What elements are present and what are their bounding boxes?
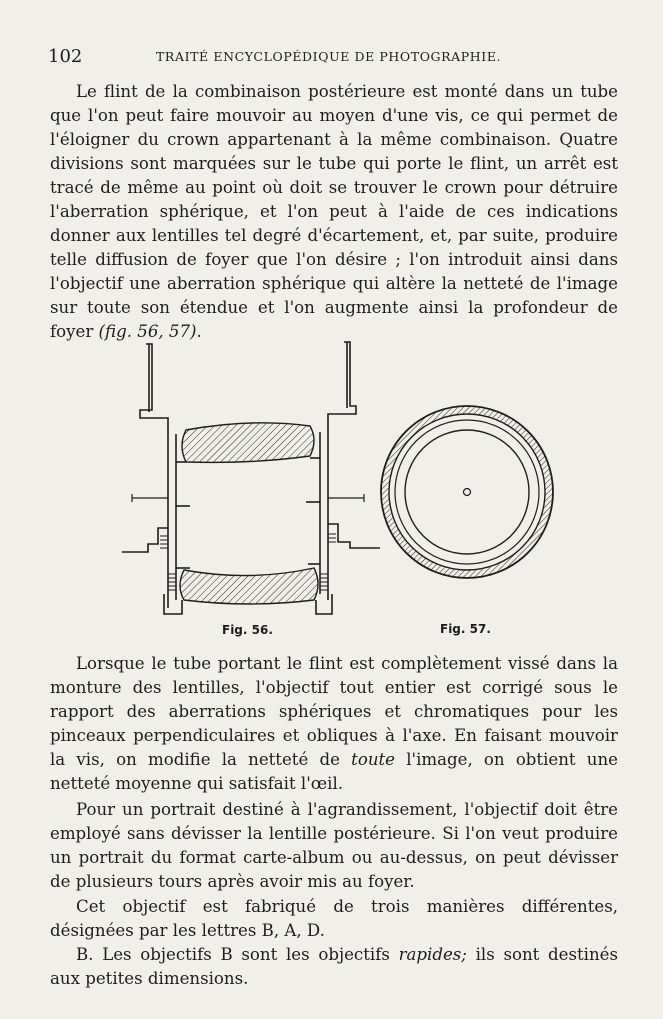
figure-56-caption: Fig. 56. (222, 623, 273, 637)
paragraph-manufacture: Cet objectif est fabriqué de trois manières différentes, désignées par les lettres B, A, D. (50, 897, 618, 940)
emphasis-rapides: rapides; (398, 945, 467, 964)
paragraph-flint-tube: Le flint de la combinaison postérieure est monté dans un tube que l'on peut faire mouvoir au moyen d'une vis, ce qui permet de l'éloigner du crown appartenant à la même combinaison. Quatre divisions sont marquées sur le tube qui porte le flint, un arrêt est tracé de même au point où doit se trouver le crown pour détruire l'aberration sphérique, et l'on peut à l'aide de ces indications donner aux lentilles tel degré d'écartement, et, par suite, produire telle diffusion de foyer que l'on désire ; l'on introduit ainsi dans l'objectif une aberration sphérique qui altère la netteté de l'image sur toute son étendue et l'on augmente ainsi la profondeur de foyer (fig. 56, 57). (50, 82, 618, 341)
paragraph-text: Le flint de la combinaison postérieure est monté dans un tube que l'on peut faire mouvoir au moyen d'une vis, ce qui permet de l'éloigner du crown appartenant à la même combinaison. Quatre divisions sont marquées sur le tube qui porte le flint, un arrêt est tracé de même au point où doit se trouver le crown pour détruire l'aberration sphérique, et l'on peut à l'aide de ces indications donner aux lentilles tel degré d'écartement, et, par suite, produire telle diffusion de foyer que l'on désire ; l'on introduit ainsi dans l'objectif une aberration sphérique qui altère la netteté de l'image sur toute son étendue et l'on augmente ainsi la profondeur de foyer (50, 82, 618, 341)
figure-reference: (fig. 56, 57) (98, 322, 197, 341)
lens-barrel-cross-section-figure (118, 338, 388, 620)
paragraph-objectives-b: B. Les objectifs B sont les objectifs rapides; ils sont destinés aux petites dimensions. (50, 945, 618, 988)
rear-lens (180, 568, 318, 604)
page-header (48, 46, 613, 70)
paragraph-portrait: Pour un portrait destiné à l'agrandissement, l'objectif doit être employé sans dévisser la lentille postérieure. Si l'on veut produire un portrait du format carte-album ou au-dessus, on peut dévisser de plusieurs tours après avoir mis au foyer. (50, 800, 618, 891)
running-title: TRAITÉ ENCYCLOPÉDIQUE DE PHOTOGRAPHIE. (156, 49, 502, 64)
figure-57-caption: Fig. 57. (440, 622, 491, 636)
lens-front-view-figure (378, 402, 556, 582)
emphasis-toute: toute (351, 750, 395, 769)
paragraph-corrected-objective: Lorsque le tube portant le flint est complètement vissé dans la monture des lentilles, l'objectif tout entier est corrigé sous le rapport des aberrations sphériques et chromatiques pour les pinceaux perpendiculaires et obliques à l'axe. En faisant mouvoir la vis, on modifie la netteté de toute l'image, on obtient une netteté moyenne qui satisfait l'œil. (50, 654, 618, 793)
page-number: 102 (48, 46, 83, 67)
front-lens (182, 423, 314, 463)
